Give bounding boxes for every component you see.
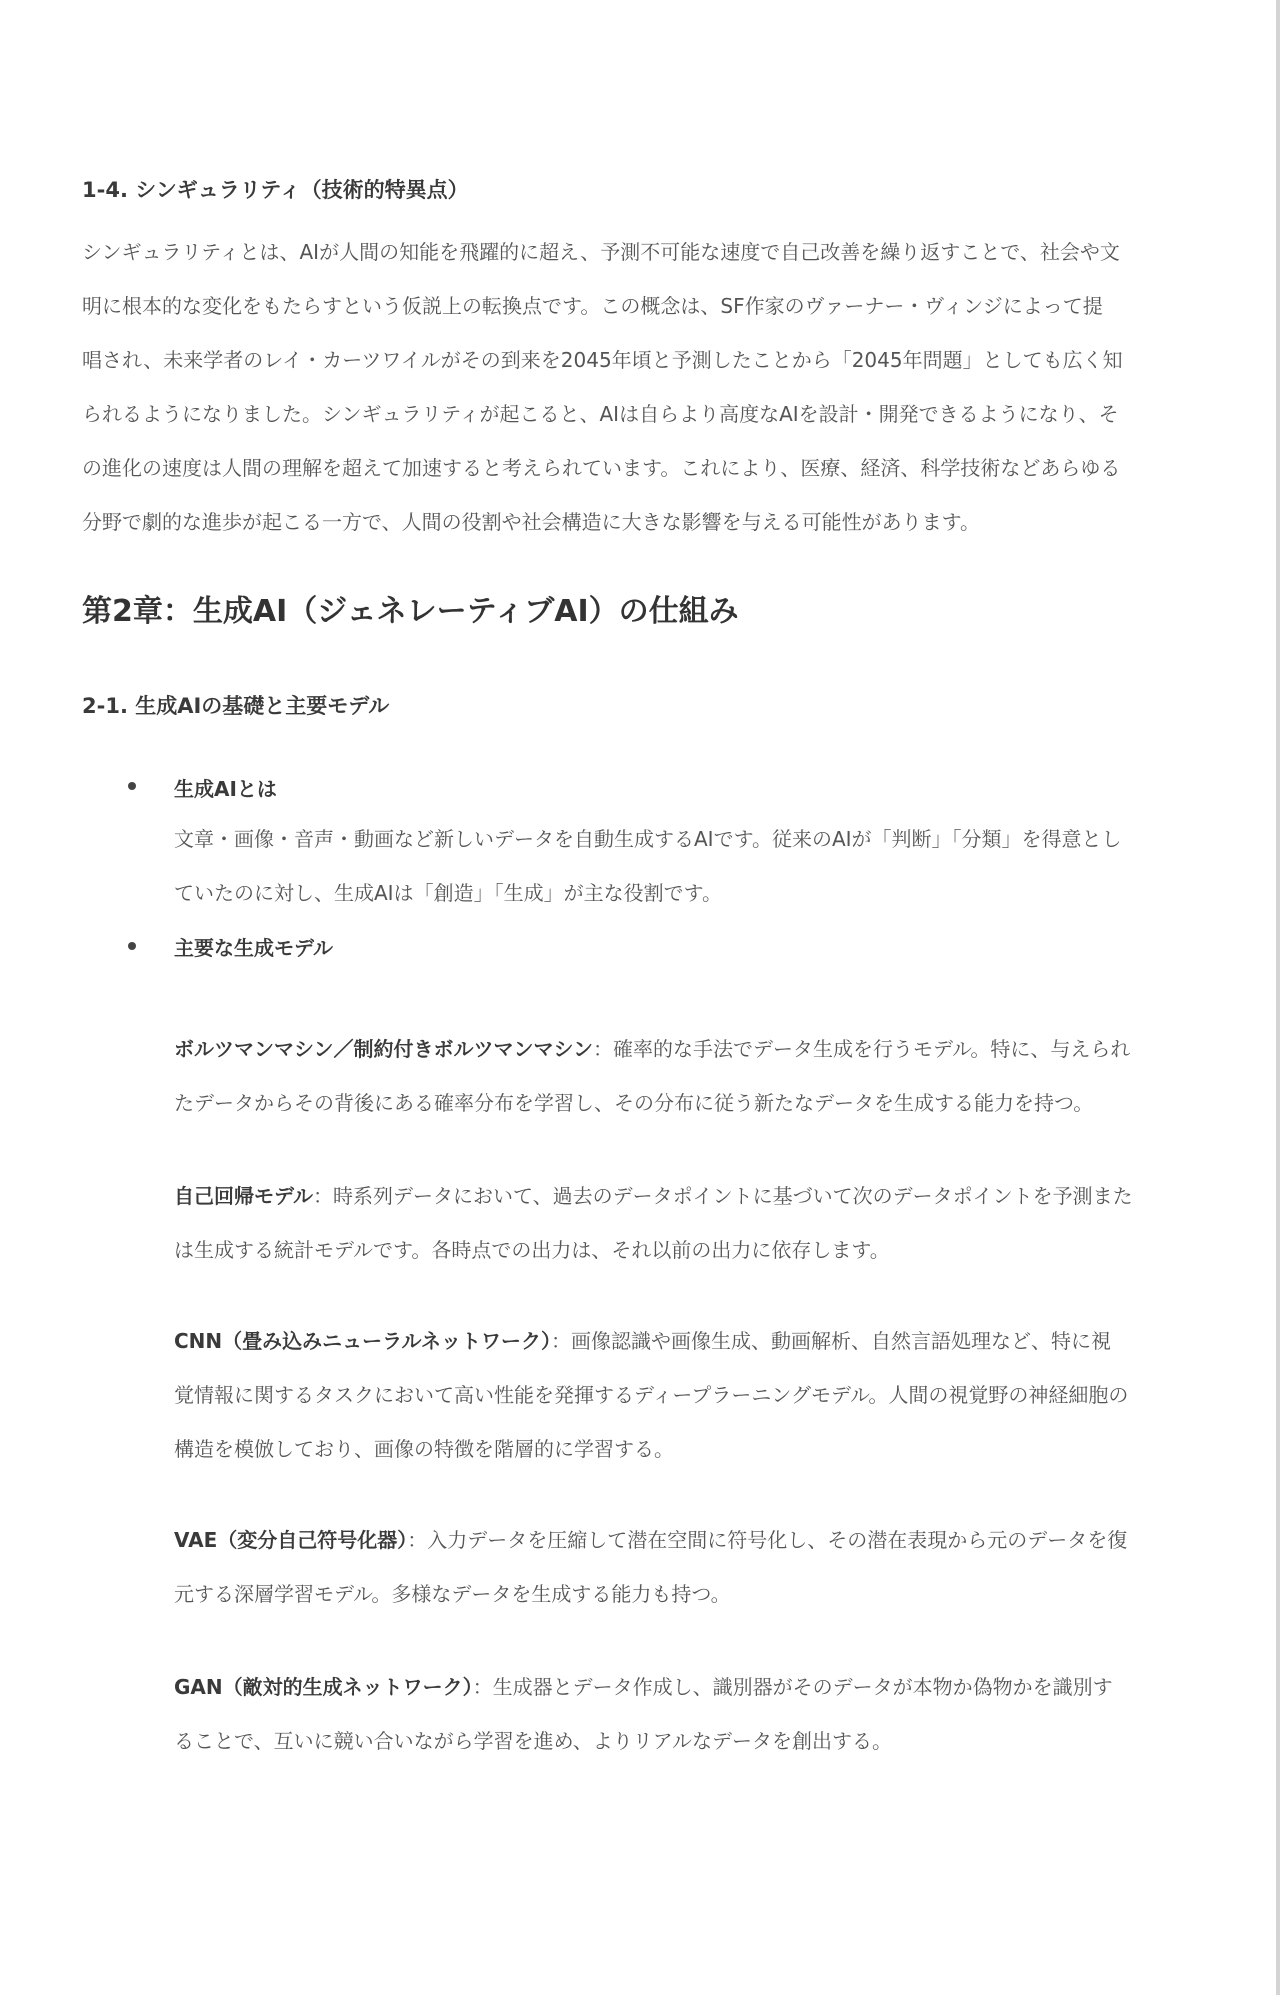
model-term: GAN（敵対的生成ネットワーク） (174, 1675, 473, 1699)
model-description: 時系列データにおいて、過去のデータポイントに基づいて次のデータポイントを予測また (333, 1184, 1133, 1208)
chapter-2-heading: 第2章：生成AI（ジェネレーティブAI）の仕組み (82, 594, 739, 629)
model-term: CNN（畳み込みニューラルネットワーク） (174, 1329, 551, 1353)
model-term: 自己回帰モデル (174, 1184, 313, 1208)
generative-ai-description (174, 812, 1270, 920)
page-edge (1276, 0, 1280, 1995)
model-boltzmann (174, 1022, 1270, 1130)
paragraph-line: ることで、互いに競い合いながら学習を進め、よりリアルなデータを創出する。 (174, 1729, 892, 1753)
paragraph-line (174, 1513, 1270, 1567)
paragraph-line (174, 1660, 1270, 1714)
term-separator: ： (472, 1675, 493, 1699)
paragraph-line: ていたのに対し、生成AIは「創造」「生成」が主な役割です。 (174, 881, 722, 905)
paragraph-line: の進化の速度は人間の理解を超えて加速すると考えられています。これにより、医療、経済、科学技術などあらゆる (82, 456, 1121, 480)
term-separator: ： (407, 1528, 428, 1552)
paragraph-line: 覚情報に関するタスクにおいて高い性能を発揮するディープラーニングモデル。人間の視覚野の神経細胞の (174, 1383, 1129, 1407)
model-term: ボルツマンマシン／制約付きボルツマンマシン (174, 1037, 593, 1061)
model-gan (174, 1660, 1270, 1768)
bullet-dot (128, 782, 136, 790)
paragraph-line: 文章・画像・音声・動画など新しいデータを自動生成するAIです。従来のAIが「判断」「分類」を得意とし (174, 827, 1122, 851)
paragraph-line: 元する深層学習モデル。多様なデータを生成する能力も持つ。 (174, 1582, 731, 1606)
paragraph-line: られるようになりました。シンギュラリティが起こると、AIは自らより高度なAIを設計・開発できるようになり、そ (82, 402, 1119, 426)
model-vae (174, 1513, 1270, 1621)
term-separator: ： (593, 1037, 613, 1061)
model-term: VAE（変分自己符号化器） (174, 1528, 408, 1552)
model-cnn (174, 1314, 1270, 1476)
paragraph-line: 構造を模倣しており、画像の特徴を階層的に学習する。 (174, 1437, 674, 1461)
bullet-title-generative-ai: 生成AIとは (174, 777, 277, 801)
model-description: 画像認識や画像生成、動画解析、自然言語処理など、特に視 (570, 1329, 1111, 1353)
section-1-4-heading: 1-4. シンギュラリティ（技術的特異点） (82, 178, 469, 202)
section-1-4-paragraph (82, 225, 1270, 549)
paragraph-line: たデータからその背後にある確率分布を学習し、その分布に従う新たなデータを生成する能力を持つ。 (174, 1091, 1094, 1115)
model-description: 確率的な手法でデータ生成を行うモデル。特に、与えられ (613, 1037, 1131, 1061)
paragraph-line (174, 1314, 1270, 1368)
paragraph-line: は生成する統計モデルです。各時点での出力は、それ以前の出力に依存します。 (174, 1238, 890, 1262)
paragraph-line (174, 1022, 1270, 1076)
term-separator: ： (550, 1329, 571, 1353)
paragraph-line: 明に根本的な変化をもたらすという仮説上の転換点です。この概念は、SF作家のヴァーナー・ヴィンジによって提 (82, 294, 1103, 318)
paragraph-line: シンギュラリティとは、AIが人間の知能を飛躍的に超え、予測不可能な速度で自己改善を繰り返すことで、社会や文 (82, 240, 1120, 264)
paragraph-line: 分野で劇的な進歩が起こる一方で、人間の役割や社会構造に大きな影響を与える可能性があります。 (82, 510, 980, 534)
bullet-title-main-models: 主要な生成モデル (174, 936, 333, 960)
paragraph-line (174, 1169, 1270, 1223)
bullet-dot (128, 942, 136, 950)
model-description: 入力データを圧縮して潜在空間に符号化し、その潜在表現から元のデータを復 (427, 1528, 1128, 1552)
model-description: 生成器とデータ作成し、識別器がそのデータが本物か偽物かを識別す (492, 1675, 1113, 1699)
model-autoregressive (174, 1169, 1270, 1277)
term-separator: ： (313, 1184, 333, 1208)
paragraph-line: 唱され、未来学者のレイ・カーツワイルがその到来を2045年頃と予測したことから「2045年問題」としても広く知 (82, 348, 1123, 372)
section-2-1-heading: 2-1. 生成AIの基礎と主要モデル (82, 694, 390, 718)
